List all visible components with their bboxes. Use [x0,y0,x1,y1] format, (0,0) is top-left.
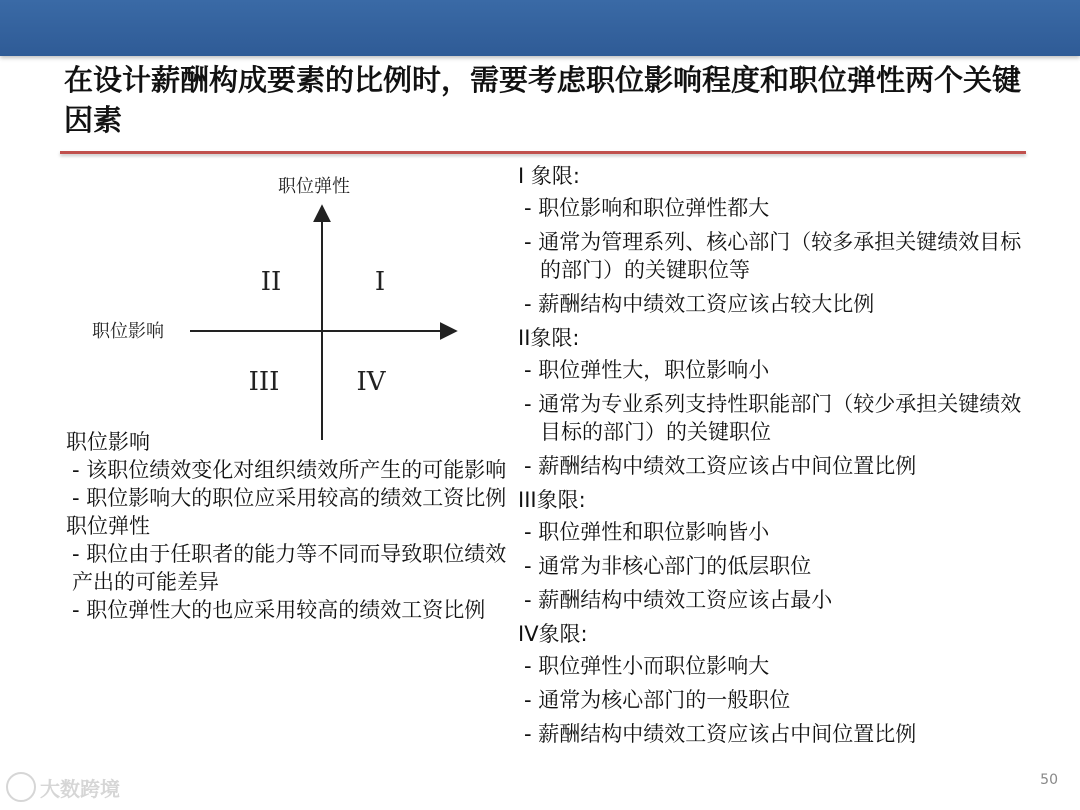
x-axis-label: 职位影响 [92,321,164,342]
quadrant-note: - 薪酬结构中绩效工资应该占中间位置比例 [524,722,917,746]
quadrant-title: II象限: [518,326,580,350]
quadrant-note: - 薪酬结构中绩效工资应该占最小 [524,588,833,612]
definition-item: - 职位影响大的职位应采用较高的绩效工资比例 [72,486,507,510]
quadrant-iii-label: III [248,367,280,397]
definition-heading: 职位影响 [66,430,150,454]
quadrant-note: - 通常为非核心部门的低层职位 [524,554,812,578]
quadrant-note: - 职位弹性小而职位影响大 [524,654,770,678]
quadrant-note: - 通常为专业系列支持性职能部门（较少承担关键绩效目标的部门）的关键职位 [524,392,1022,444]
quadrant-note: - 薪酬结构中绩效工资应该占较大比例 [524,292,875,316]
quadrant-title: I 象限: [518,164,580,188]
definition-item: - 职位弹性大的也应采用较高的绩效工资比例 [72,598,486,622]
definition-item: - 该职位绩效变化对组织绩效所产生的可能影响 [72,458,507,482]
watermark-text: 大数跨境 [40,776,120,801]
definition-item: - 职位由于任职者的能力等不同而导致职位绩效产出的可能差异 [72,542,507,594]
quadrant-notes-panel [518,162,1038,754]
quadrant-note: - 通常为管理系列、核心部门（较多承担关键绩效目标的部门）的关键职位等 [524,230,1022,282]
quadrant-title: III象限: [518,488,586,512]
quadrant-note: - 职位影响和职位弹性都大 [524,196,770,220]
quadrant-note: - 职位弹性和职位影响皆小 [524,520,770,544]
watermark-logo [6,772,120,802]
page-number: 50 [1040,772,1058,788]
watermark-icon [6,772,36,802]
definitions-panel [66,428,516,624]
definition-heading: 职位弹性 [66,514,150,538]
quadrant-i-label: I [374,267,386,297]
quadrant-iv-label: IV [356,367,386,397]
slide-title: 在设计薪酬构成要素的比例时，需要考虑职位影响程度和职位弹性两个关键因素 [64,63,1022,137]
quadrant-title: IV象限: [518,622,588,646]
quadrant-note: - 通常为核心部门的一般职位 [524,688,791,712]
quadrant-note: - 职位弹性大，职位影响小 [524,358,770,382]
quadrant-ii-label: II [260,267,282,297]
y-axis-label: 职位弹性 [278,176,350,197]
quadrant-note: - 薪酬结构中绩效工资应该占中间位置比例 [524,454,917,478]
